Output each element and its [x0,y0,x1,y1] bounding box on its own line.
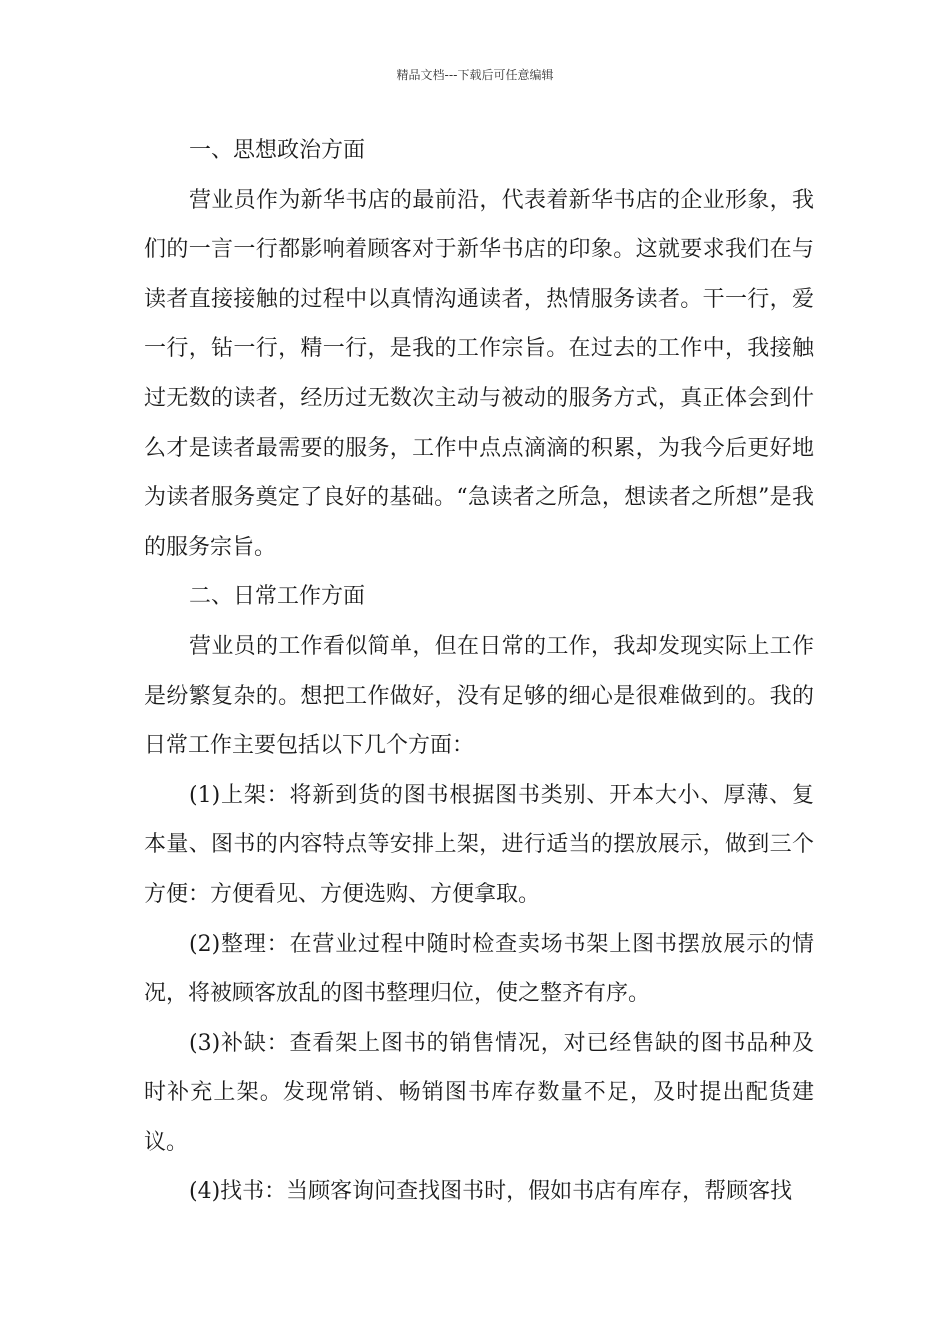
page-header: 精品文档---下载后可任意编辑 [396,68,554,82]
paragraph-1: 营业员作为新华书店的最前沿，代表着新华书店的企业形象，我们的一言一行都影响着顾客对于新华书店的印象。这就要求我们在与读者直接接触的过程中以真情沟通读者，热情服务读者。干一行，爱一行，钻一行，精一行，是我的工作宗旨。在过去的工作中，我接触过无数的读者，经历过无数次主动与被动的服务方式，真正体会到什么才是读者最需要的服务，工作中点点滴滴的积累，为我今后更好地为读者服务奠定了良好的基础。“急读者之所急，想读者之所想”是我的服务宗旨。 [144,187,814,560]
document-body [144,126,814,1217]
list-item-finding-books: (4)找书：当顾客询问查找图书时，假如书店有库存，帮顾客找 [189,1179,793,1205]
paragraph-2: 营业员的工作看似简单，但在日常的工作，我却发现实际上工作是纷繁复杂的。想把工作做好，没有足够的细心是很难做到的。我的日常工作主要包括以下几个方面： [144,633,814,759]
section-heading-2: 二、日常工作方面 [189,584,366,610]
section-heading-1: 一、思想政治方面 [189,138,366,163]
list-item-restocking: (3)补缺：查看架上图书的销售情况，对已经售缺的图书品种及时补充上架。发现常销、畅销图书库存数量不足，及时提出配货建议。 [144,1030,814,1155]
list-item-tidying: (2)整理：在营业过程中随时检查卖场书架上图书摆放展示的情况，将被顾客放乱的图书整理归位，使之整齐有序。 [144,931,814,1007]
list-item-shelving: (1)上架：将新到货的图书根据图书类别、开本大小、厚薄、复本量、图书的内容特点等安排上架，进行适当的摆放展示，做到三个方便：方便看见、方便选购、方便拿取。 [144,782,814,907]
